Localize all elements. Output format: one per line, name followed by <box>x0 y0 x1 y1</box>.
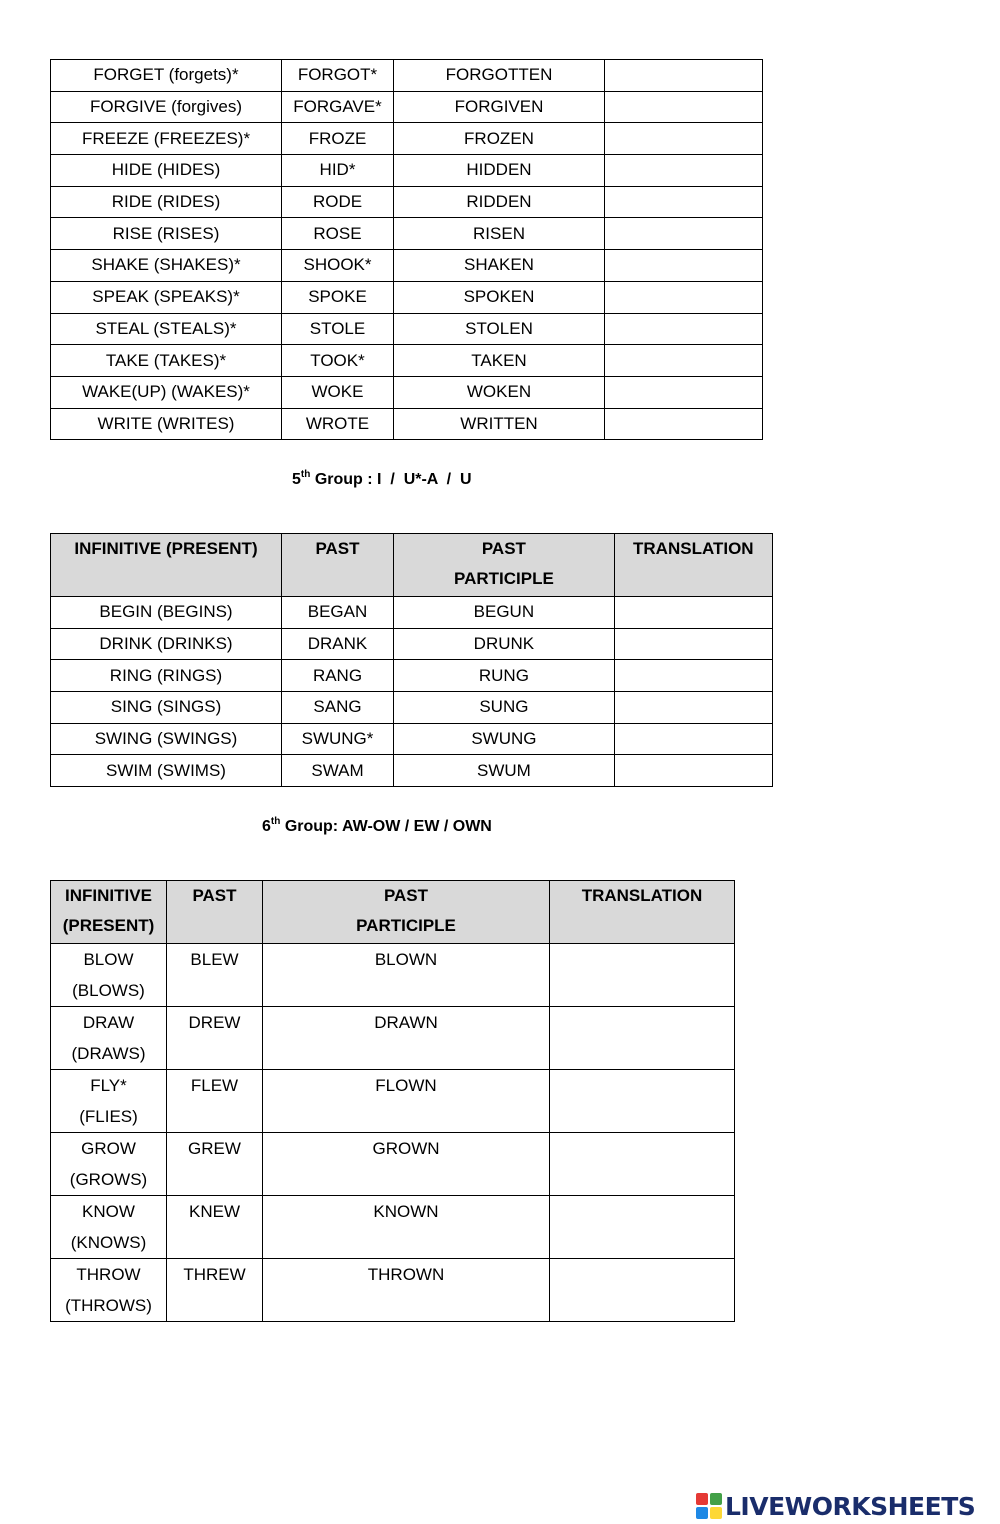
table-row <box>51 692 773 724</box>
table-row <box>51 628 773 660</box>
cell-past-participle: RISEN <box>394 218 605 250</box>
cell-past: GREW <box>167 1133 263 1196</box>
verb-table-body <box>51 597 773 787</box>
header-row <box>51 534 773 597</box>
cell-past: WOKE <box>282 376 394 408</box>
cell-past: FORGOT* <box>282 60 394 92</box>
cell-past: FROZE <box>282 123 394 155</box>
cell-past: ROSE <box>282 218 394 250</box>
cell-infinitive: SWIM (SWIMS) <box>51 755 282 787</box>
cell-past-participle: FROZEN <box>394 123 605 155</box>
cell-past: SHOOK* <box>282 250 394 282</box>
cell-past-participle: DRUNK <box>394 628 615 660</box>
table-row <box>51 155 763 187</box>
cell-translation[interactable] <box>605 155 763 187</box>
cell-infinitive: SWING (SWINGS) <box>51 723 282 755</box>
table-row <box>51 281 763 313</box>
cell-infinitive: TAKE (TAKES)* <box>51 345 282 377</box>
logo-text: LIVEWORKSHEETS <box>725 1491 976 1521</box>
cell-translation[interactable] <box>550 1007 735 1070</box>
table-row <box>51 250 763 282</box>
cell-translation[interactable] <box>550 944 735 1007</box>
logo-square-red <box>696 1493 708 1505</box>
cell-past: SWUNG* <box>282 723 394 755</box>
cell-infinitive: RISE (RISES) <box>51 218 282 250</box>
cell-past-participle: FORGIVEN <box>394 91 605 123</box>
cell-infinitive: BEGIN (BEGINS) <box>51 597 282 629</box>
table-row <box>51 376 763 408</box>
cell-infinitive: SHAKE (SHAKES)* <box>51 250 282 282</box>
table-row <box>51 597 773 629</box>
verb-table-body <box>51 944 735 1322</box>
cell-past-participle: WOKEN <box>394 376 605 408</box>
table-row <box>51 123 763 155</box>
cell-past: WROTE <box>282 408 394 440</box>
table-row <box>51 723 773 755</box>
cell-past: RANG <box>282 660 394 692</box>
cell-infinitive: SPEAK (SPEAKS)* <box>51 281 282 313</box>
cell-past: TOOK* <box>282 345 394 377</box>
group-number: 5 <box>292 471 301 488</box>
cell-translation[interactable] <box>614 692 772 724</box>
cell-translation[interactable] <box>605 91 763 123</box>
cell-infinitive: FORGET (forgets)* <box>51 60 282 92</box>
cell-infinitive: THROW (THROWS) <box>51 1259 167 1322</box>
table-row <box>51 313 763 345</box>
table-row <box>51 1070 735 1133</box>
cell-past-participle: BEGUN <box>394 597 615 629</box>
cell-translation[interactable] <box>605 313 763 345</box>
cell-past-participle: KNOWN <box>263 1196 550 1259</box>
cell-translation[interactable] <box>550 1133 735 1196</box>
table-row <box>51 755 773 787</box>
cell-past: RODE <box>282 186 394 218</box>
verb-table-6th-group <box>50 880 735 1322</box>
cell-past-participle: FORGOTTEN <box>394 60 605 92</box>
cell-past-participle: DRAWN <box>263 1007 550 1070</box>
cell-past-participle: HIDDEN <box>394 155 605 187</box>
cell-infinitive: DRINK (DRINKS) <box>51 628 282 660</box>
cell-translation[interactable] <box>550 1070 735 1133</box>
cell-infinitive: BLOW (BLOWS) <box>51 944 167 1007</box>
cell-past-participle: RUNG <box>394 660 615 692</box>
cell-translation[interactable] <box>614 597 772 629</box>
cell-infinitive: RING (RINGS) <box>51 660 282 692</box>
cell-past: SWAM <box>282 755 394 787</box>
cell-infinitive: RIDE (RIDES) <box>51 186 282 218</box>
table-row <box>51 91 763 123</box>
cell-infinitive: KNOW (KNOWS) <box>51 1196 167 1259</box>
header-translation: TRANSLATION <box>614 534 772 597</box>
header-translation: TRANSLATION <box>550 881 735 944</box>
cell-past-participle: WRITTEN <box>394 408 605 440</box>
logo-mark-icon <box>696 1493 722 1519</box>
cell-past: BEGAN <box>282 597 394 629</box>
cell-infinitive: FORGIVE (forgives) <box>51 91 282 123</box>
cell-translation[interactable] <box>550 1259 735 1322</box>
table-row <box>51 345 763 377</box>
cell-past-participle: GROWN <box>263 1133 550 1196</box>
table-row <box>51 1133 735 1196</box>
cell-translation[interactable] <box>605 123 763 155</box>
group-pattern: Group: AW-OW / EW / OWN <box>284 818 492 835</box>
cell-translation[interactable] <box>605 60 763 92</box>
ordinal-suffix: th <box>270 816 281 827</box>
table-row <box>51 408 763 440</box>
cell-infinitive: FLY* (FLIES) <box>51 1070 167 1133</box>
cell-infinitive: WRITE (WRITES) <box>51 408 282 440</box>
group-number: 6 <box>262 818 271 835</box>
cell-translation[interactable] <box>605 376 763 408</box>
cell-infinitive: GROW (GROWS) <box>51 1133 167 1196</box>
table-row <box>51 1007 735 1070</box>
cell-infinitive: HIDE (HIDES) <box>51 155 282 187</box>
header-row <box>51 881 735 944</box>
cell-translation[interactable] <box>614 723 772 755</box>
cell-past: FLEW <box>167 1070 263 1133</box>
cell-past: THREW <box>167 1259 263 1322</box>
table-row <box>51 660 773 692</box>
cell-translation[interactable] <box>605 281 763 313</box>
group-pattern: Group : I / U*-A / U <box>314 471 472 488</box>
header-past: PAST <box>167 881 263 944</box>
cell-past-participle: SPOKEN <box>394 281 605 313</box>
cell-past-participle: BLOWN <box>263 944 550 1007</box>
cell-past: HID* <box>282 155 394 187</box>
table-row <box>51 218 763 250</box>
verb-table-4th-group <box>50 59 763 440</box>
cell-past: KNEW <box>167 1196 263 1259</box>
cell-infinitive: DRAW (DRAWS) <box>51 1007 167 1070</box>
cell-past: DREW <box>167 1007 263 1070</box>
cell-translation[interactable] <box>605 186 763 218</box>
cell-past-participle: STOLEN <box>394 313 605 345</box>
table-row <box>51 1196 735 1259</box>
cell-translation[interactable] <box>605 250 763 282</box>
cell-infinitive: STEAL (STEALS)* <box>51 313 282 345</box>
table-row <box>51 944 735 1007</box>
cell-past: BLEW <box>167 944 263 1007</box>
cell-past-participle: SUNG <box>394 692 615 724</box>
cell-translation[interactable] <box>614 755 772 787</box>
header-past: PAST <box>282 534 394 597</box>
cell-past: DRANK <box>282 628 394 660</box>
cell-past-participle: TAKEN <box>394 345 605 377</box>
cell-translation[interactable] <box>614 628 772 660</box>
group-6-heading <box>262 818 492 836</box>
verb-table-body <box>51 60 763 440</box>
group-5-heading <box>292 471 472 489</box>
table-row <box>51 60 763 92</box>
cell-past: FORGAVE* <box>282 91 394 123</box>
header-past-participle: PAST PARTICIPLE <box>263 881 550 944</box>
ordinal-suffix: th <box>300 469 311 480</box>
header-infinitive: INFINITIVE (PRESENT) <box>51 534 282 597</box>
cell-translation[interactable] <box>605 345 763 377</box>
cell-translation[interactable] <box>605 218 763 250</box>
cell-past-participle: SHAKEN <box>394 250 605 282</box>
cell-past: SPOKE <box>282 281 394 313</box>
logo-square-green <box>710 1493 722 1505</box>
cell-infinitive: WAKE(UP) (WAKES)* <box>51 376 282 408</box>
cell-past: STOLE <box>282 313 394 345</box>
cell-translation[interactable] <box>550 1196 735 1259</box>
cell-translation[interactable] <box>614 660 772 692</box>
cell-past-participle: SWUNG <box>394 723 615 755</box>
cell-past: SANG <box>282 692 394 724</box>
table-row <box>51 1259 735 1322</box>
header-infinitive: INFINITIVE (PRESENT) <box>51 881 167 944</box>
table-row <box>51 186 763 218</box>
cell-past-participle: THROWN <box>263 1259 550 1322</box>
logo-square-blue <box>696 1507 708 1519</box>
cell-translation[interactable] <box>605 408 763 440</box>
logo-square-yellow <box>710 1507 722 1519</box>
liveworksheets-logo <box>696 1489 975 1523</box>
cell-infinitive: SING (SINGS) <box>51 692 282 724</box>
cell-infinitive: FREEZE (FREEZES)* <box>51 123 282 155</box>
cell-past-participle: FLOWN <box>263 1070 550 1133</box>
verb-table-5th-group <box>50 533 773 787</box>
cell-past-participle: RIDDEN <box>394 186 605 218</box>
cell-past-participle: SWUM <box>394 755 615 787</box>
header-past-participle: PAST PARTICIPLE <box>394 534 615 597</box>
